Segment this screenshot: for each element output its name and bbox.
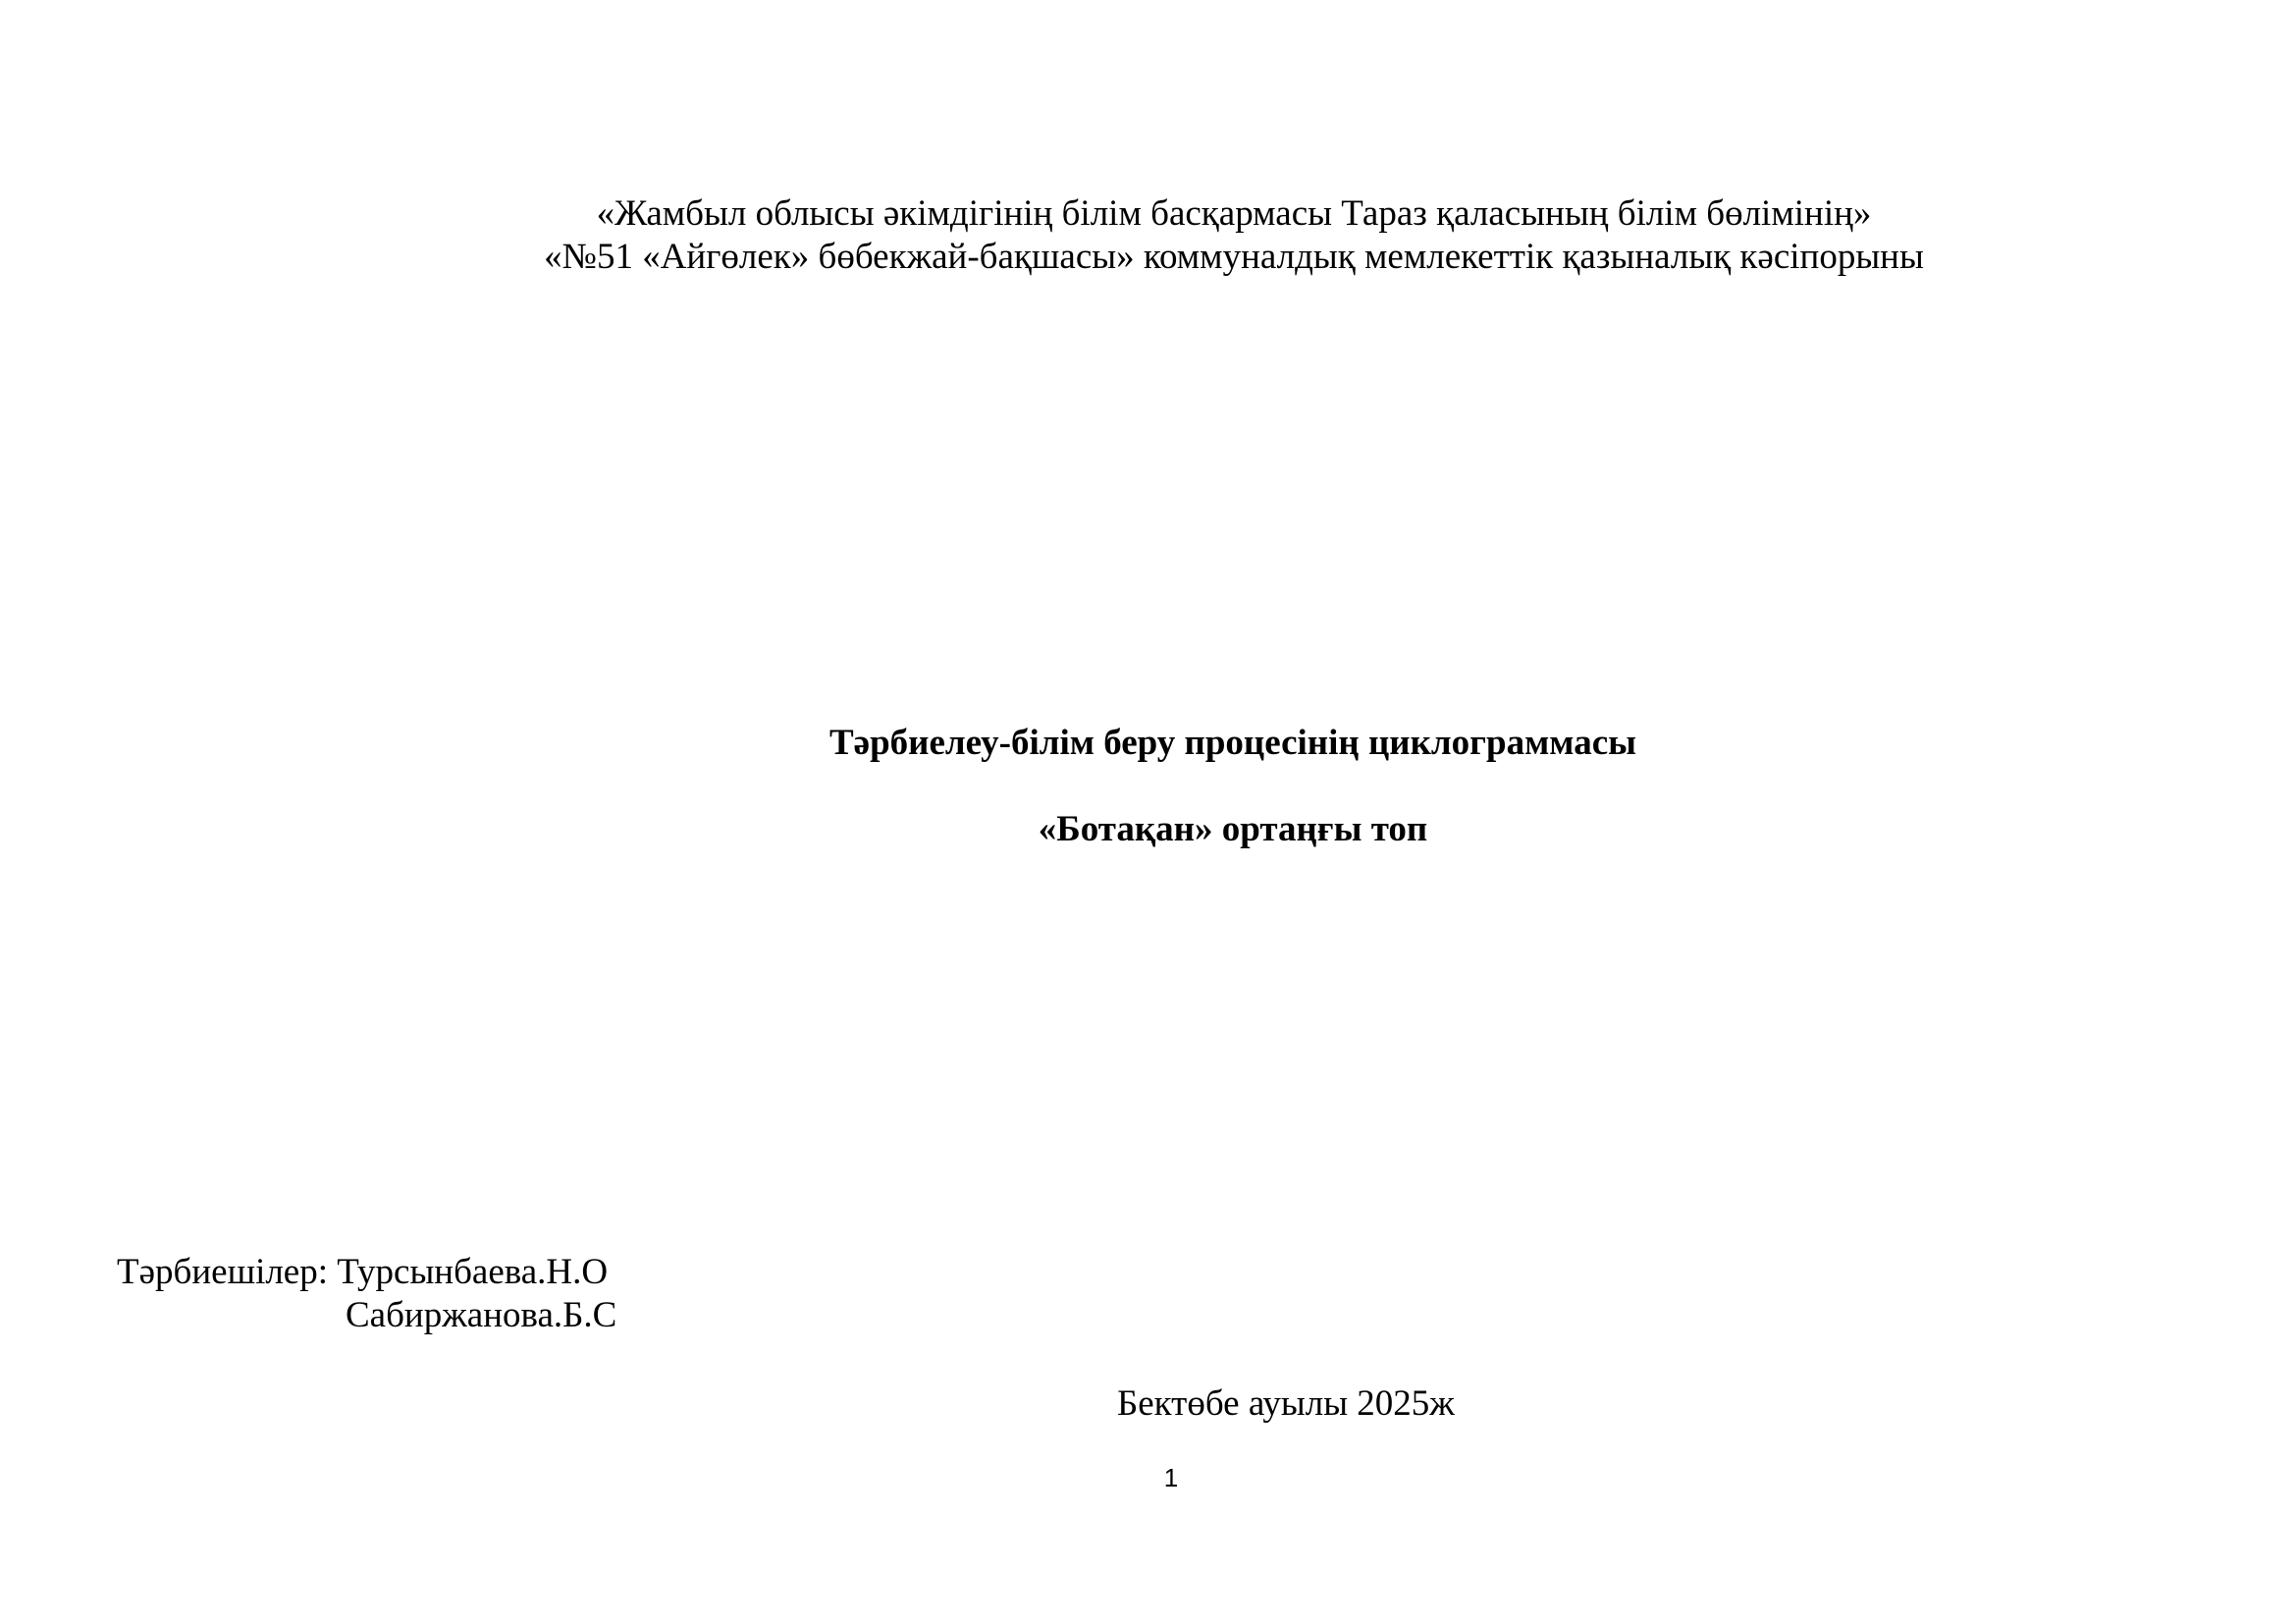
place-year: Бектөбе ауылы 2025ж xyxy=(1117,1383,1455,1424)
group-title: «Ботақан» ортаңғы топ xyxy=(1038,809,1428,849)
page-number: 1 xyxy=(1163,1463,1179,1492)
organization-header-line-1: «Жамбыл облысы әкімдігінің білім басқармасы Тараз қаласының білім бөлімінің» xyxy=(596,193,1872,234)
teachers-first-line: Тәрбиешілер: Турсынбаева.Н.О xyxy=(117,1252,609,1292)
teachers-second-line: Сабиржанова.Б.С xyxy=(346,1295,617,1335)
organization-header-line-2: «№51 «Айгөлек» бөбекжай-бақшасы» коммуналдық мемлекеттік қазыналық кәсіпорыны xyxy=(544,237,1924,277)
document-title: Тәрбиелеу-білім беру процесінің циклограммасы xyxy=(828,723,1637,763)
